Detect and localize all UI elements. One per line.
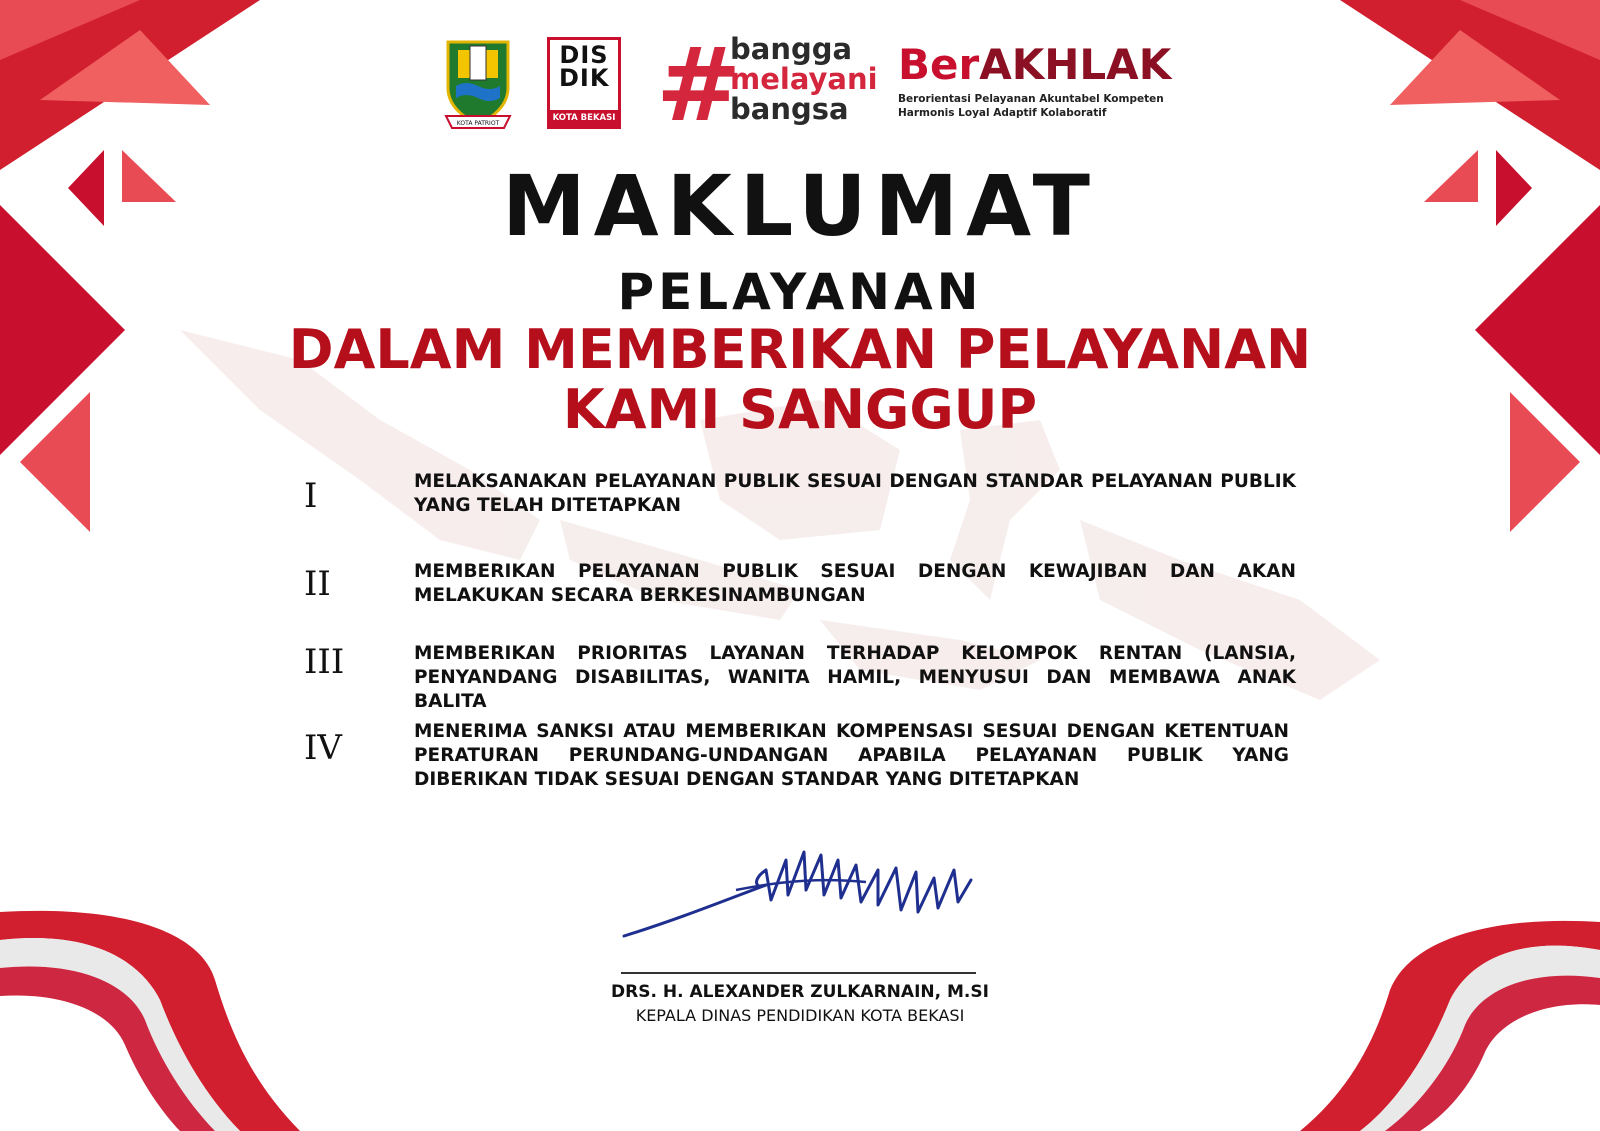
disdik-logo-text: DIS DIK [559,41,610,92]
pledge-text: MEMBERIKAN PELAYANAN PUBLIK SESUAI DENGAN KEWAJIBAN DAN AKAN MELAKUKAN SECARA BERKESINAMBUNGAN [414,561,1296,606]
bangga-words [730,34,878,124]
berakhlak-subtitle-1: Berorientasi Pelayanan Akuntabel Kompeten [898,93,1164,105]
disdik-logo [547,37,621,129]
berakhlak-subtitle-2: Harmonis Loyal Adaptif Kolaboratif [898,107,1107,119]
bangga-melayani-bangsa-logo [656,26,881,145]
kota-bekasi-crest-logo [440,36,516,132]
pledge-numeral: IV [304,728,342,768]
berakhlak-title-part1: Ber [898,40,980,89]
pledge-text: MEMBERIKAN PRIORITAS LAYANAN TERHADAP KELOMPOK RENTAN (LANSIA, PENYANDANG DISABILITAS, WANITA HAMIL, MENYUSUI DAN MEMBAWA ANAK BALITA [414,643,1296,712]
ribbon-right [1300,921,1600,1131]
pledge-heading [0,320,1600,440]
disdik-logo-subtext: KOTA BEKASI [550,110,618,126]
pledge-text: MENERIMA SANKSI ATAU MEMBERIKAN KOMPENSASI SESUAI DENGAN KETENTUAN PERATURAN PERUNDANG-UNDANGAN APABILA PELAYANAN PUBLIK YANG DIBERIKAN TIDAK SESUAI DENGAN STANDAR YANG DITETAPKAN [414,721,1289,790]
bangga-line-1: bangga [730,32,853,66]
crest-banner-text: KOTA PATRIOT [456,120,500,127]
berakhlak-logo [898,40,1188,130]
berakhlak-title-part2: AKHLAK [979,40,1172,89]
signatory-name: DRS. H. ALEXANDER ZULKARNAIN, M.SI [611,982,989,1002]
bangga-line-3: bangsa [730,92,849,126]
pledge-heading-line-2: KAMI SANGGUP [562,378,1038,441]
pledge-heading-line-1: DALAM MEMBERIKAN PELAYANAN [288,318,1312,381]
pledge-numeral: II [304,564,331,604]
handwritten-signature [616,840,986,950]
signature-line [621,972,976,974]
berakhlak-title [898,40,1188,90]
pledge-numeral: III [304,642,345,682]
pledge-text: MELAKSANAKAN PELAYANAN PUBLIK SESUAI DENGAN STANDAR PELAYANAN PUBLIK YANG TELAH DITETAPKAN [414,471,1296,516]
page-title: MAKLUMAT [502,157,1098,255]
bangga-line-2: melayani [730,62,878,96]
pledge-numeral: I [304,476,318,516]
hashtag-symbol: # [656,26,742,145]
signatory-title: KEPALA DINAS PENDIDIKAN KOTA BEKASI [635,1006,965,1025]
ribbon-left [0,911,300,1131]
page-subtitle: PELAYANAN [617,263,983,321]
